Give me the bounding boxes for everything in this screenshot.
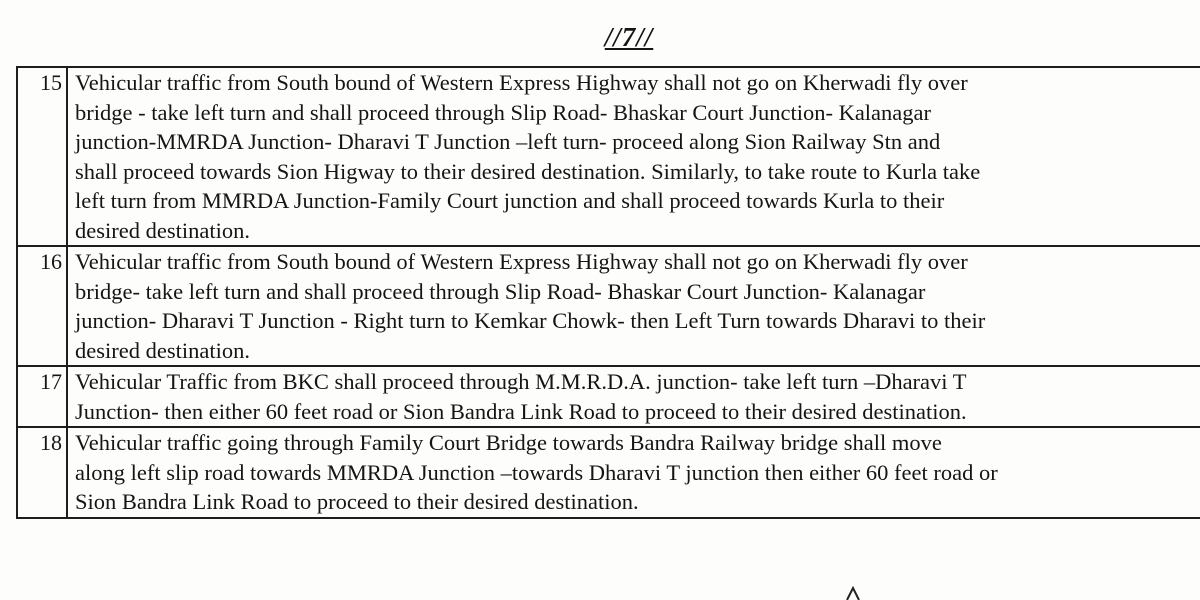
table-row bbox=[17, 427, 1200, 518]
caret-mark bbox=[846, 586, 860, 600]
page-number: //7// bbox=[604, 22, 654, 52]
text-line: Sion Bandra Link Road to proceed to their desired destination. bbox=[75, 489, 639, 514]
text-line: junction-MMRDA Junction- Dharavi T Junction –left turn- proceed along Sion Railway Stn and bbox=[75, 129, 941, 154]
row-number: 16 bbox=[17, 246, 67, 366]
table-row bbox=[17, 246, 1200, 366]
row-number: 18 bbox=[17, 427, 67, 518]
table-row bbox=[17, 67, 1200, 246]
row-text bbox=[67, 67, 1200, 246]
text-line: bridge - take left turn and shall proceed through Slip Road- Bhaskar Court Junction- Kalanagar bbox=[75, 99, 932, 125]
text-line: desired destination. bbox=[75, 217, 250, 243]
text-line: bridge- take left turn and shall proceed through Slip Road- Bhaskar Court Junction- Kalanagar bbox=[75, 278, 926, 304]
row-text bbox=[67, 366, 1200, 427]
text-line: Junction- then either 60 feet road or Sion Bandra Link Road to proceed to their desired destination. bbox=[75, 398, 967, 424]
text-line: Vehicular Traffic from BKC shall proceed through M.M.R.D.A. junction- take left turn –Dharavi T bbox=[75, 369, 967, 394]
row-text bbox=[67, 427, 1200, 518]
text-line: junction- Dharavi T Junction - Right turn to Kemkar Chowk- then Left Turn towards Dharavi to their bbox=[75, 308, 986, 333]
row-number: 15 bbox=[17, 67, 67, 246]
text-line: desired destination. bbox=[75, 337, 250, 363]
text-line: Vehicular traffic going through Family Court Bridge towards Bandra Railway bridge shall move bbox=[75, 430, 942, 455]
row-text bbox=[67, 246, 1200, 366]
text-line: shall proceed towards Sion Higway to their desired destination. Similarly, to take route to Kurla take bbox=[75, 158, 981, 184]
text-line: Vehicular traffic from South bound of Western Express Highway shall not go on Kherwadi fly over bbox=[75, 249, 968, 274]
text-line: Vehicular traffic from South bound of Western Express Highway shall not go on Kherwadi fly over bbox=[75, 70, 968, 95]
table-row bbox=[17, 366, 1200, 427]
row-number: 17 bbox=[17, 366, 67, 427]
text-line: left turn from MMRDA Junction-Family Court junction and shall proceed towards Kurla to their bbox=[75, 188, 945, 213]
traffic-rules-table bbox=[16, 66, 1200, 519]
text-line: along left slip road towards MMRDA Junction –towards Dharavi T junction then either 60 feet road or bbox=[75, 459, 998, 485]
